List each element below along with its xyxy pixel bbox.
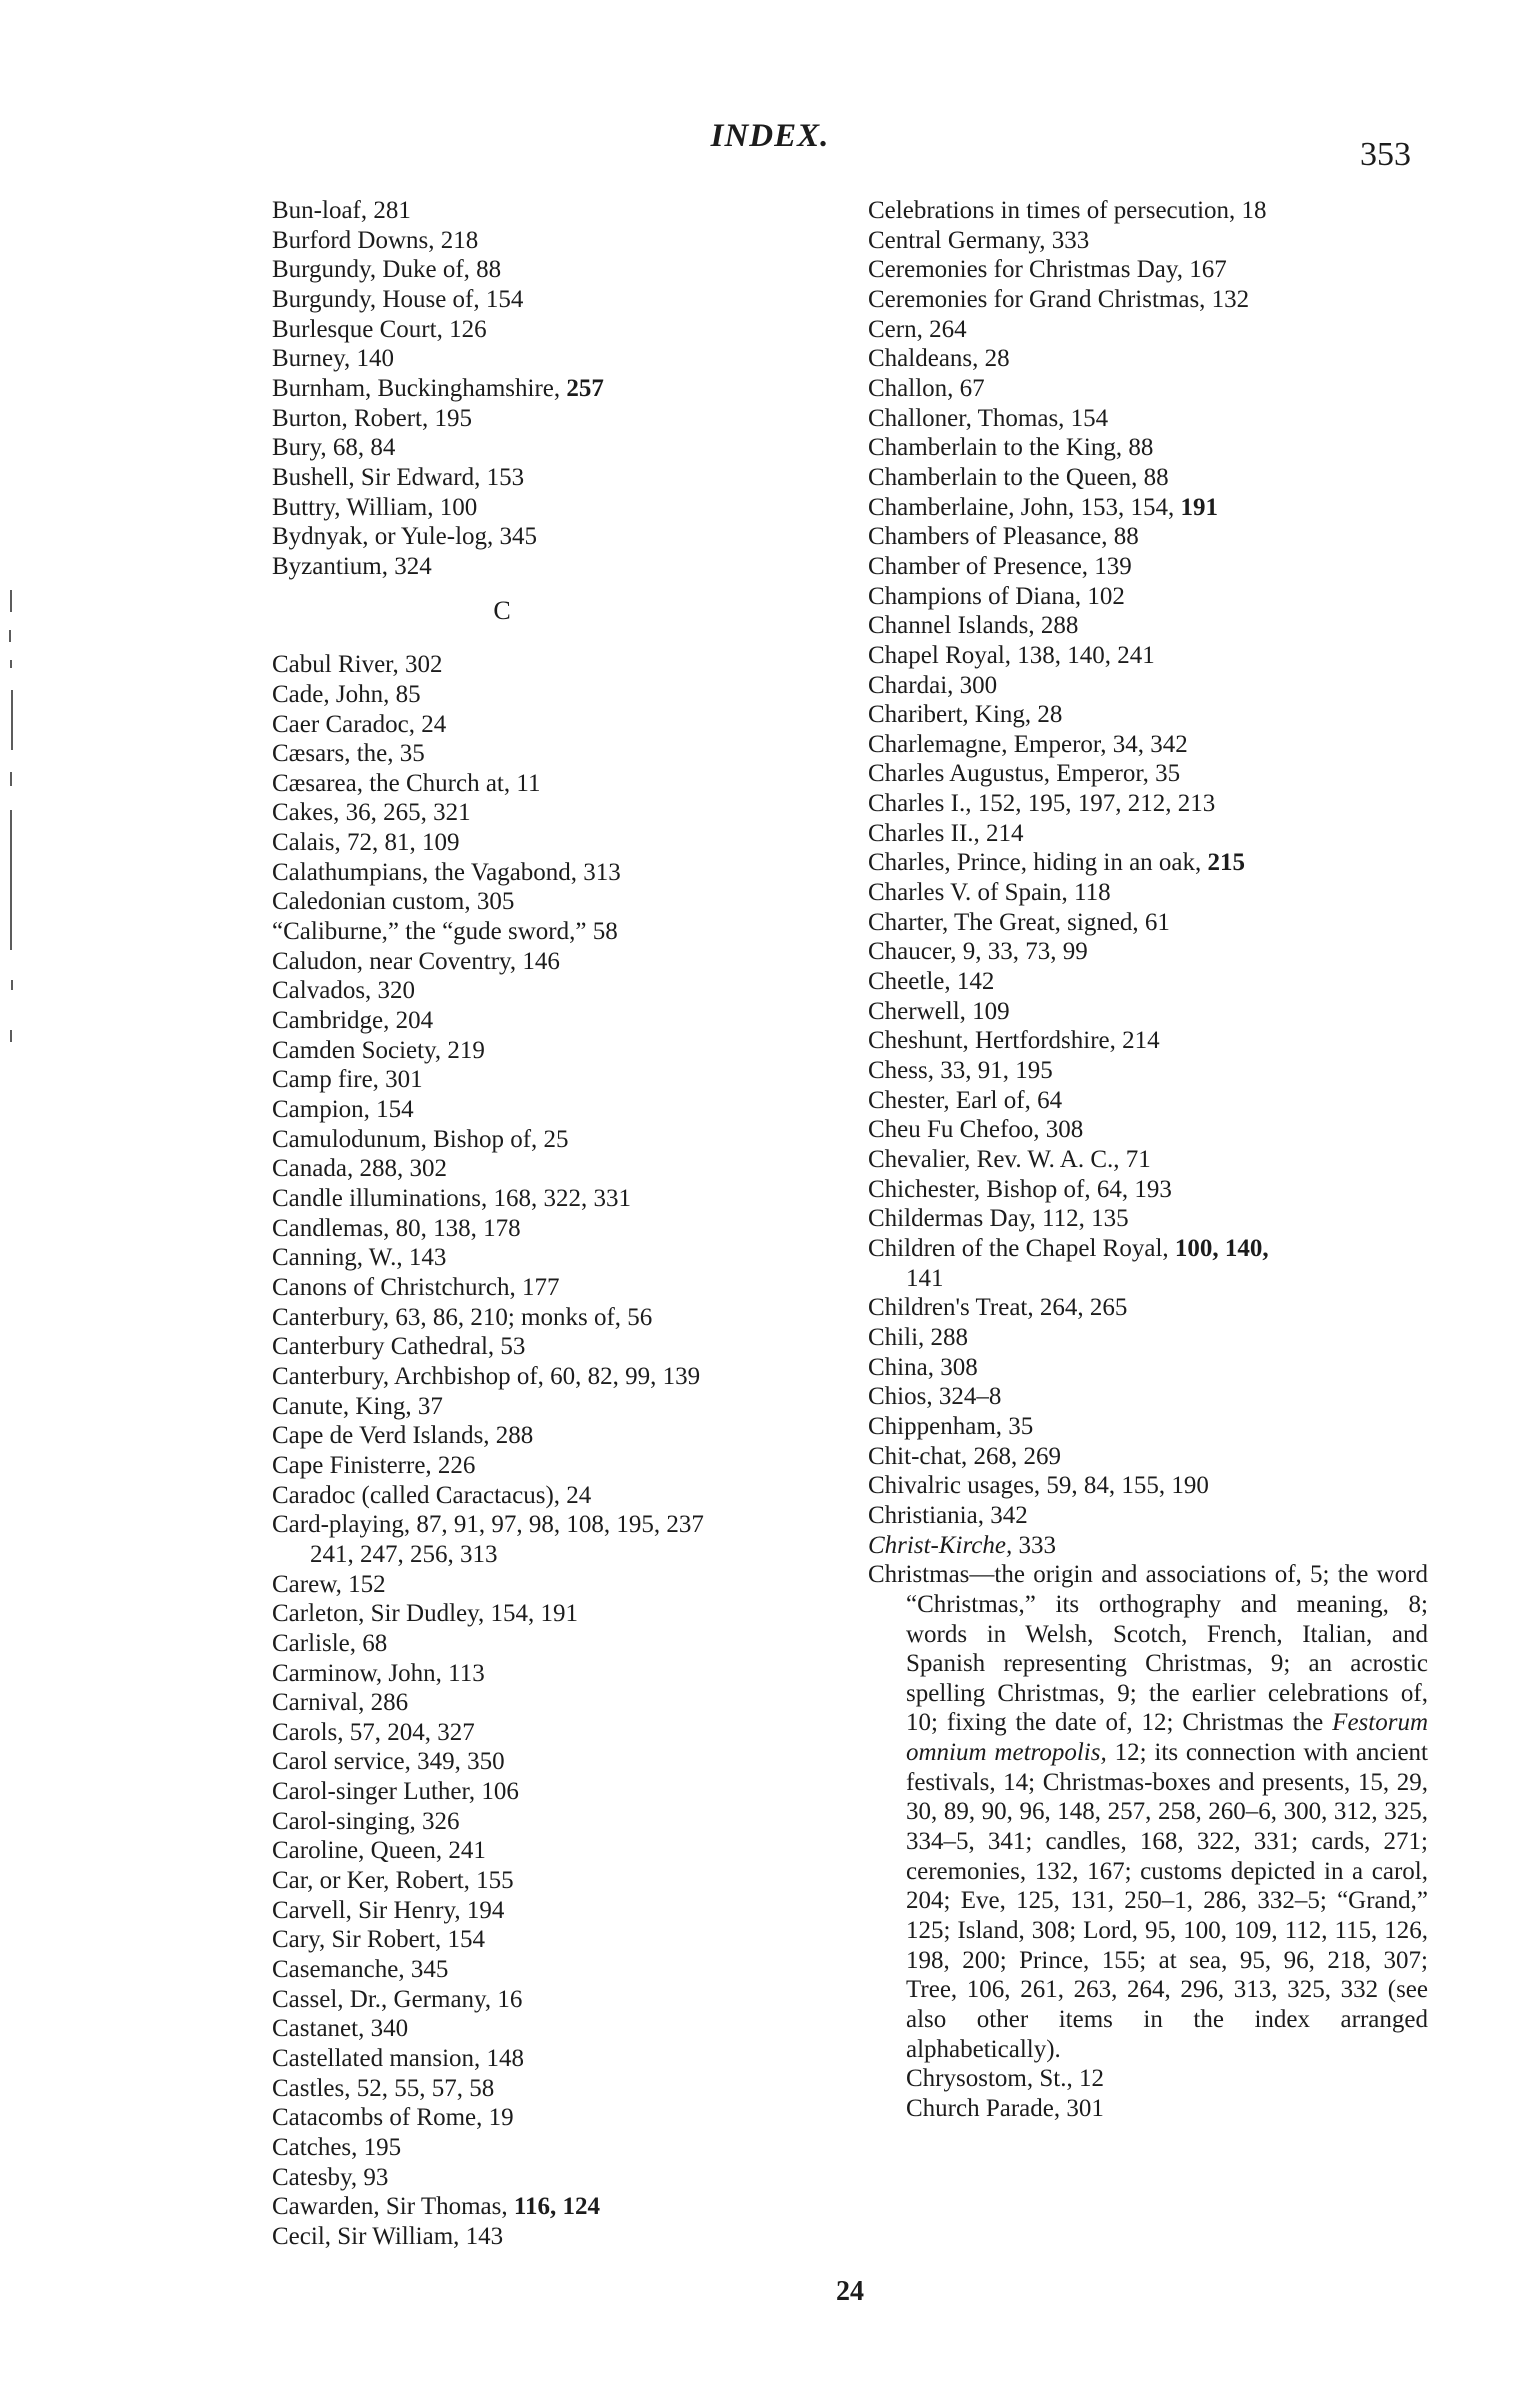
index-entry: Chrysostom, St., 12 [906, 2065, 1104, 2093]
index-entry: Caradoc (called Caractacus), 24 [272, 1481, 592, 1509]
index-entry-continuation: 141 [906, 1264, 944, 1292]
index-entry: Chess, 33, 91, 195 [868, 1057, 1053, 1085]
index-entry: Celebrations in times of persecution, 18 [868, 197, 1267, 224]
bold-page-ref: 191 [1180, 493, 1218, 521]
index-entry: Chichester, Bishop of, 64, 193 [868, 1175, 1172, 1203]
left-column [272, 196, 852, 2252]
index-entry: Cabul River, 302 [272, 651, 443, 679]
index-entry: Canning, W., 143 [272, 1244, 447, 1272]
index-entry: Cade, John, 85 [272, 680, 421, 708]
index-entry: Charles I., 152, 195, 197, 212, 213 [868, 790, 1216, 818]
index-entry: Canute, King, 37 [272, 1392, 443, 1420]
index-entry: Channel Islands, 288 [868, 612, 1079, 640]
index-entry: Candlemas, 80, 138, 178 [272, 1214, 521, 1242]
entry-text: 333 [1012, 1531, 1056, 1559]
index-entry: Caroline, Queen, 241 [272, 1837, 486, 1865]
index-entry: Burney, 140 [272, 345, 394, 373]
index-entry: Candle illuminations, 168, 322, 331 [272, 1185, 632, 1212]
index-entry: Chamberlain to the King, 88 [868, 434, 1154, 462]
entry-text: Charles, Prince, hiding in an oak, [868, 849, 1208, 877]
index-entry: Ceremonies for Grand Christmas, 132 [868, 285, 1250, 313]
index-entry: Catacombs of Rome, 19 [272, 2104, 514, 2132]
index-entry: Chevalier, Rev. W. A. C., 71 [868, 1146, 1151, 1173]
index-entry: Cheshunt, Hertfordshire, 214 [868, 1027, 1160, 1055]
index-entry: Burton, Robert, 195 [272, 404, 472, 432]
index-entry: Central Germany, 333 [868, 226, 1090, 254]
index-entry: Chili, 288 [868, 1323, 969, 1351]
index-entry: Cherwell, 109 [868, 997, 1010, 1025]
index-entry: Campion, 154 [272, 1096, 414, 1124]
index-entry: Charlemagne, Emperor, 34, 342 [868, 730, 1188, 758]
index-entry: Camp fire, 301 [272, 1066, 423, 1094]
index-entry-continuation: 241, 247, 256, 313 [310, 1540, 498, 1568]
entry-text: 12; its connection with ancient festivals, 14; Christmas-boxes and presents, 15, 29, 30, 89, 90, 96, 148, 257, 258, 260–6, 300, 312, 325, 334–5, 341; candles, 168, 322, 331; cards, 271; ceremonies, 132, 167; customs depicted in a carol, 204; Eve, 125, 131, 250–1, 286, 332–5; “Grand,” 125; Island, 308; Lord, 95, 100, 109, 112, 115, 126, 198, 200; Prince, 155; at sea, 95, 96, 218, 307; Tree, 106, 261, 263, 264, 296, 313, 325, 332 (see also other items in the index arranged alphabetically). [906, 1739, 1429, 2063]
index-entry: Charibert, King, 28 [868, 701, 1063, 729]
index-entry: Bury, 68, 84 [272, 434, 396, 462]
index-entry: Charles V. of Spain, 118 [868, 879, 1111, 907]
index-entry: Casemanche, 345 [272, 1956, 449, 1984]
index-entry [272, 2192, 852, 2222]
index-entry: Cakes, 36, 265, 321 [272, 799, 471, 827]
index-entry: Camulodunum, Bishop of, 25 [272, 1125, 569, 1153]
index-entry: Chapel Royal, 138, 140, 241 [868, 641, 1155, 669]
index-entry [868, 493, 1428, 523]
index-entry: Chester, Earl of, 64 [868, 1086, 1063, 1114]
index-entry: Chaldeans, 28 [868, 345, 1010, 373]
index-entry: Chaucer, 9, 33, 73, 99 [868, 938, 1088, 966]
index-entry: Canterbury Cathedral, 53 [272, 1333, 526, 1361]
index-entry: Canada, 288, 302 [272, 1155, 447, 1183]
index-entry: Chivalric usages, 59, 84, 155, 190 [868, 1472, 1209, 1500]
page-number: 353 [1360, 136, 1411, 173]
index-entry: Catesby, 93 [272, 2163, 389, 2191]
index-entry [868, 1531, 1428, 1561]
index-entry: Church Parade, 301 [906, 2095, 1104, 2122]
index-entry: Chippenham, 35 [868, 1412, 1034, 1440]
index-entry: Carols, 57, 204, 327 [272, 1718, 475, 1746]
index-entry: Ceremonies for Christmas Day, 167 [868, 256, 1227, 284]
index-entry: Burgundy, House of, 154 [272, 285, 524, 313]
index-entry: “Caliburne,” the “gude sword,” 58 [272, 918, 618, 946]
index-entry: Carminow, John, 113 [272, 1659, 485, 1687]
index-entry: Bydnyak, or Yule-log, 345 [272, 523, 538, 551]
index-entry: Cary, Sir Robert, 154 [272, 1926, 485, 1954]
index-entry: Caledonian custom, 305 [272, 888, 515, 916]
entry-text: Cawarden, Sir Thomas, [272, 2193, 514, 2221]
index-entry: Challon, 67 [868, 374, 985, 402]
index-entry [272, 374, 852, 404]
index-entry: Carol service, 349, 350 [272, 1748, 505, 1776]
index-entry: Cheu Fu Chefoo, 308 [868, 1116, 1084, 1144]
index-entry: Chardai, 300 [868, 671, 998, 699]
index-entry: Canons of Christchurch, 177 [272, 1273, 560, 1301]
index-entry: Charles II., 214 [868, 819, 1024, 847]
index-entry: Cape de Verd Islands, 288 [272, 1422, 534, 1450]
index-entry: China, 308 [868, 1353, 978, 1381]
index-entry-christmas [868, 1560, 1428, 2064]
index-entry: Carvell, Sir Henry, 194 [272, 1896, 505, 1924]
index-entry: Carol-singer Luther, 106 [272, 1778, 519, 1806]
italic-heading: Christ-Kirche, [868, 1531, 1013, 1559]
index-entry: Carnival, 286 [272, 1689, 409, 1717]
index-entry: Chambers of Pleasance, 88 [868, 523, 1139, 551]
index-entry: Chios, 324–8 [868, 1383, 1002, 1411]
index-entry: Chamberlain to the Queen, 88 [868, 463, 1169, 491]
binding-edge-marks [6, 590, 16, 1060]
index-entry: Carleton, Sir Dudley, 154, 191 [272, 1600, 578, 1628]
index-entry: Cæsars, the, 35 [272, 740, 425, 768]
index-entry: Byzantium, 324 [272, 552, 432, 580]
section-letter: C [493, 595, 511, 625]
index-entry: Burgundy, Duke of, 88 [272, 256, 502, 284]
index-entry: Charter, The Great, signed, 61 [868, 908, 1170, 936]
index-entry: Camden Society, 219 [272, 1036, 485, 1064]
index-entry: Carlisle, 68 [272, 1629, 388, 1657]
index-entry: Castellated mansion, 148 [272, 2045, 525, 2073]
index-entry: Catches, 195 [272, 2134, 402, 2161]
index-entry: Christiania, 342 [868, 1501, 1028, 1529]
entry-text: Children of the Chapel Royal, [868, 1234, 1175, 1262]
index-entry: Canterbury, Archbishop of, 60, 82, 99, 139 [272, 1362, 701, 1390]
index-entry: Champions of Diana, 102 [868, 582, 1125, 610]
index-entry: Burlesque Court, 126 [272, 315, 487, 343]
index-entry: Chamber of Presence, 139 [868, 552, 1132, 580]
index-entry: Cambridge, 204 [272, 1007, 434, 1035]
index-entry [868, 1234, 1428, 1264]
index-entry: Calathumpians, the Vagabond, 313 [272, 858, 621, 886]
index-entry [868, 848, 1428, 878]
right-column [868, 196, 1428, 2124]
index-entry: Cern, 264 [868, 315, 967, 343]
index-entry: Cecil, Sir William, 143 [272, 2222, 504, 2250]
index-entry: Caludon, near Coventry, 146 [272, 947, 560, 975]
index-entry: Cheetle, 142 [868, 968, 995, 996]
index-entry: Canterbury, 63, 86, 210; monks of, 56 [272, 1303, 653, 1331]
index-entry: Children's Treat, 264, 265 [868, 1294, 1128, 1322]
entry-text: Christmas—the origin and associations of, 5; the word “Christmas,” its orthography and meaning, 8; words in Welsh, Scotch, French, Italian, and Spanish representing Christmas, 9; an acrostic spelling Christmas, 9; the earlier celebrations of, 10; fixing the date of, 12; Christmas the [868, 1561, 1428, 1737]
entry-text: Chamberlaine, John, 153, 154, [868, 493, 1181, 521]
bold-page-ref: 100, 140, [1174, 1234, 1269, 1262]
index-entry: Cæsarea, the Church at, 11 [272, 769, 541, 797]
index-entry: Childermas Day, 112, 135 [868, 1205, 1129, 1233]
italic-phrase: Festorum omnium metropolis, [906, 1709, 1428, 1767]
index-entry: Carol-singing, 326 [272, 1807, 460, 1835]
index-entry: Bushell, Sir Edward, 153 [272, 463, 525, 491]
bold-page-ref: 215 [1207, 849, 1246, 877]
index-entry: Cassel, Dr., Germany, 16 [272, 1985, 523, 2013]
index-entry: Carew, 152 [272, 1570, 386, 1598]
index-entry: Card-playing, 87, 91, 97, 98, 108, 195, 237 [272, 1511, 704, 1539]
index-entry: Buttry, William, 100 [272, 493, 478, 521]
index-entry: Charles Augustus, Emperor, 35 [868, 760, 1181, 788]
index-entry: Caer Caradoc, 24 [272, 710, 447, 738]
index-entry: Challoner, Thomas, 154 [868, 404, 1109, 432]
index-entry: Car, or Ker, Robert, 155 [272, 1867, 514, 1895]
index-entry: Castanet, 340 [272, 2015, 409, 2043]
entry-text: Burnham, Buckinghamshire, [272, 374, 567, 402]
index-entry: Calvados, 320 [272, 977, 416, 1005]
index-entry: Cape Finisterre, 226 [272, 1451, 476, 1479]
index-entry: Chit-chat, 268, 269 [868, 1442, 1062, 1470]
index-entry: Castles, 52, 55, 57, 58 [272, 2074, 495, 2102]
index-entry: Bun-loaf, 281 [272, 197, 411, 224]
bold-page-ref: 257 [566, 374, 604, 402]
index-entry: Calais, 72, 81, 109 [272, 829, 460, 857]
running-title: INDEX. [710, 118, 830, 154]
signature-mark: 24 [836, 2276, 864, 2307]
bold-page-ref: 116, 124 [513, 2193, 600, 2221]
index-entry: Burford Downs, 218 [272, 226, 479, 254]
